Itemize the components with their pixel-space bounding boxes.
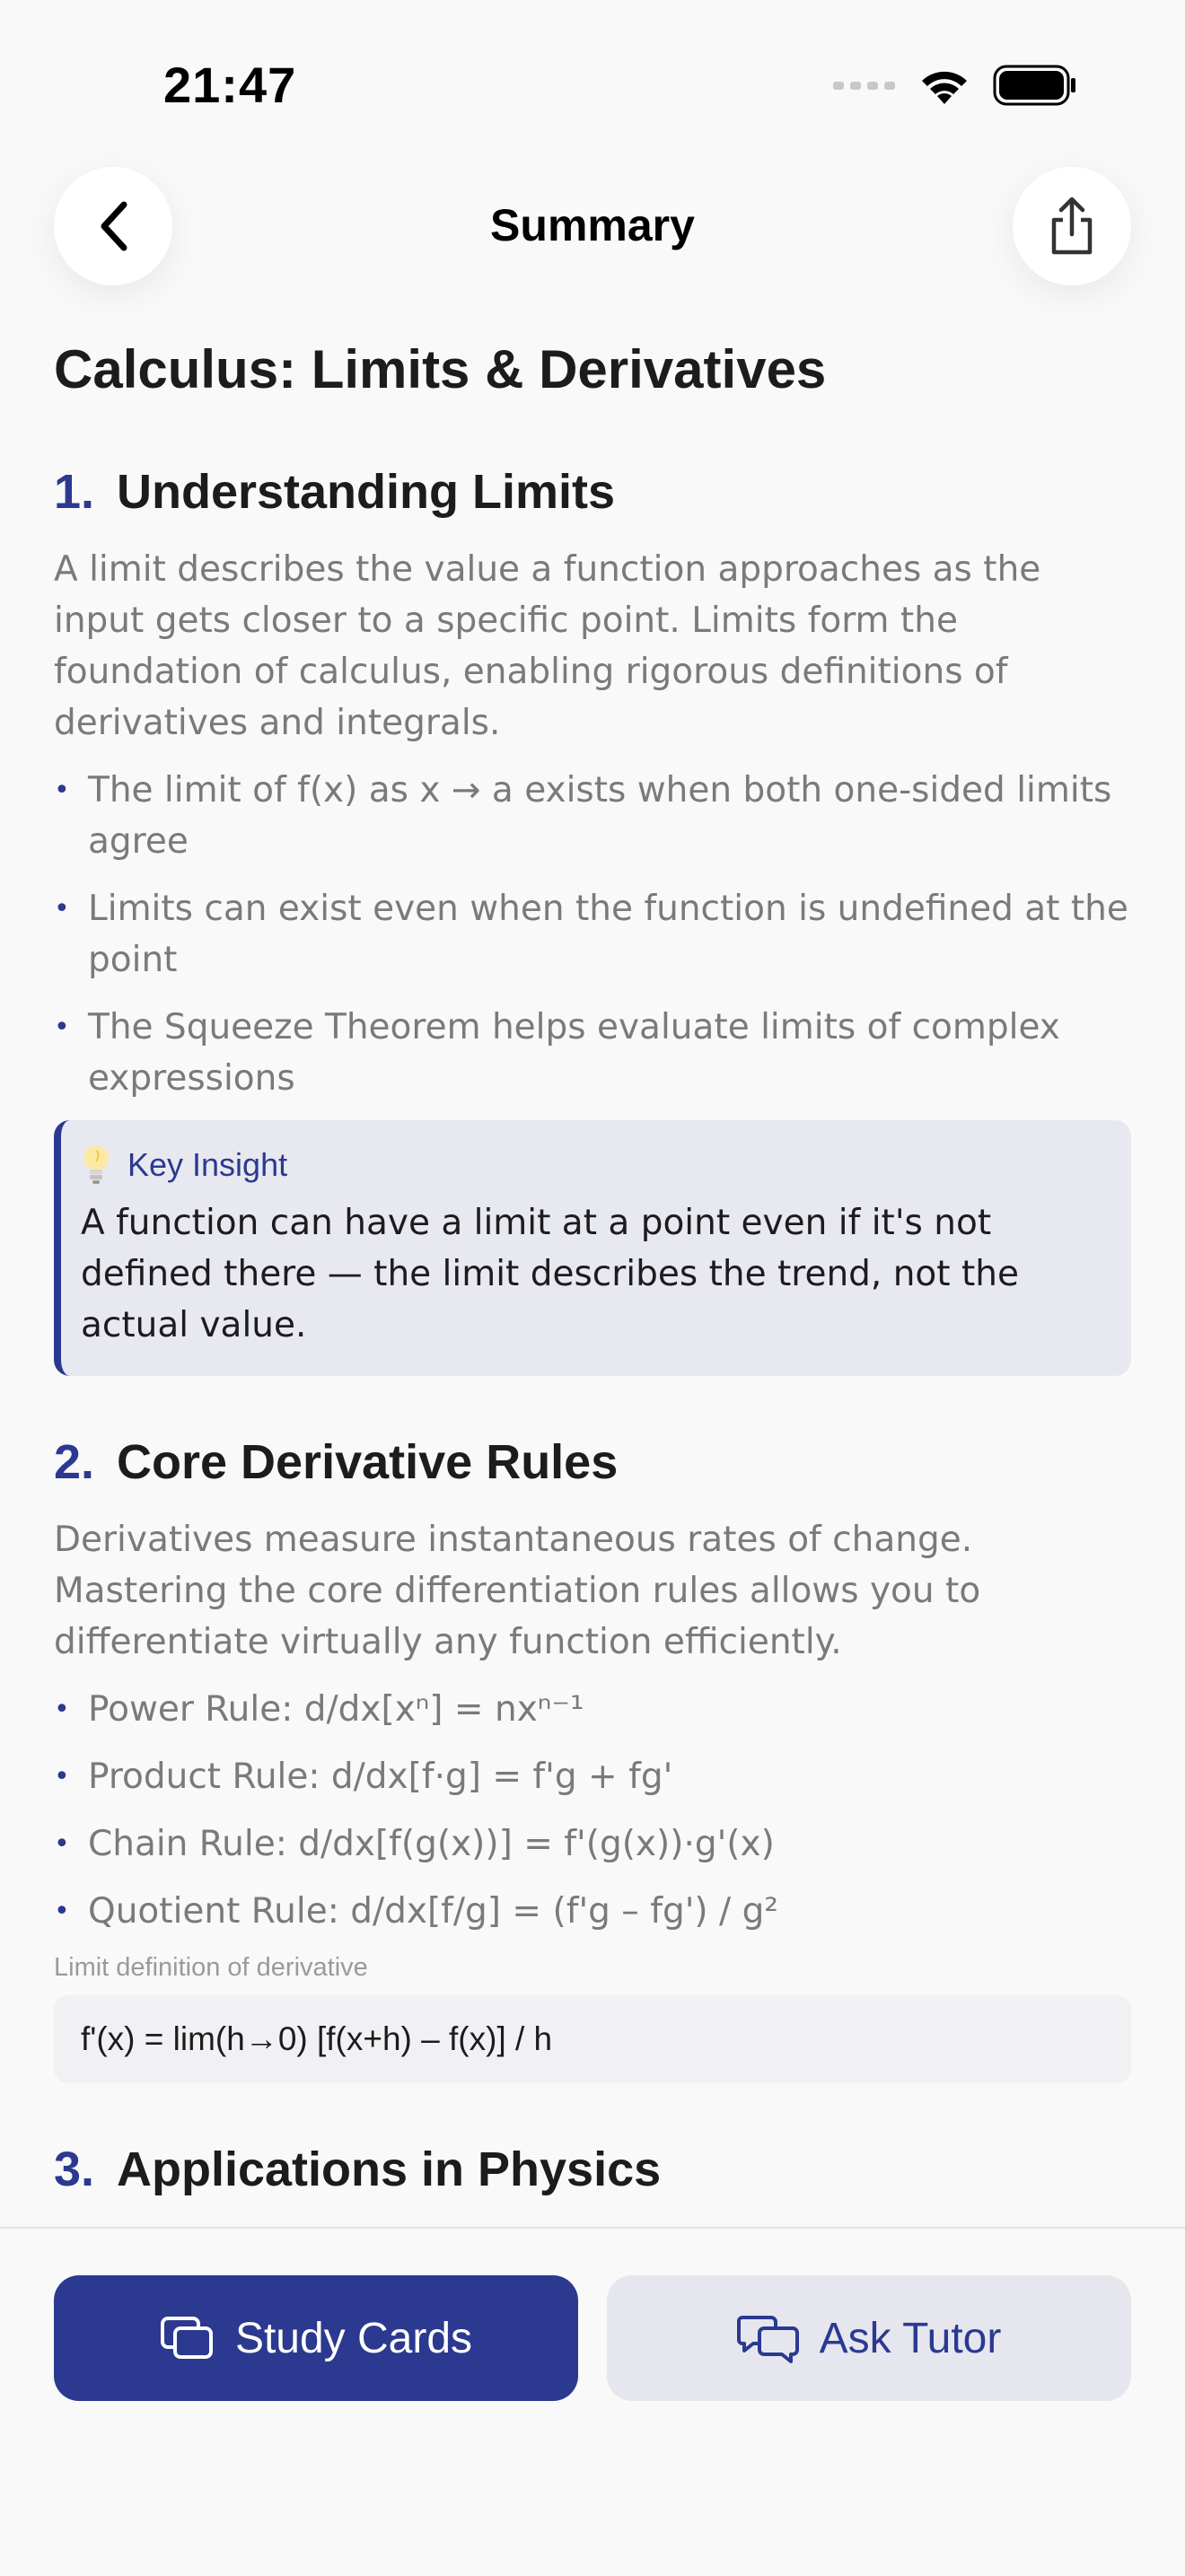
- bullet-text: Product Rule: d/dx[f·g] = f'g + fg': [88, 1757, 673, 1797]
- bullet-list: [54, 765, 1131, 1104]
- insight-label: Key Insight: [127, 1146, 288, 1183]
- study-cards-label: Study Cards: [234, 2314, 473, 2362]
- bullet-dot-icon: •: [54, 1761, 70, 1792]
- bullet-dot-icon: •: [54, 893, 70, 924]
- section-heading: [54, 1430, 1131, 1494]
- list-item: [54, 765, 1131, 867]
- list-item: [54, 1818, 1131, 1870]
- list-item: [54, 1886, 1131, 1937]
- cards-icon: [160, 2315, 215, 2361]
- study-cards-button[interactable]: [54, 2275, 578, 2401]
- battery-icon: [993, 65, 1077, 106]
- bullet-dot-icon: •: [54, 1694, 70, 1725]
- bullet-text: Quotient Rule: d/dx[f/g] = (f'g – fg') / g²: [88, 1891, 778, 1932]
- ask-tutor-label: Ask Tutor: [819, 2314, 1002, 2362]
- nav-title: Summary: [490, 200, 695, 250]
- bullet-dot-icon: •: [54, 1896, 70, 1927]
- section-title: Understanding Limits: [117, 465, 616, 519]
- bullet-dot-icon: •: [54, 1012, 70, 1043]
- section-heading: [54, 460, 1131, 524]
- section-title: Core Derivative Rules: [117, 1435, 619, 1489]
- lightbulb-icon: [81, 1143, 111, 1187]
- insight-header: [81, 1143, 1104, 1187]
- bullet-dot-icon: •: [54, 1828, 70, 1860]
- status-bar: [0, 0, 1185, 171]
- bullet-text: Chain Rule: d/dx[f(g(x))] = f'(g(x))·g'(x): [88, 1824, 775, 1864]
- formula-block: f'(x) = lim(h→0) [f(x+h) – f(x)] / h: [54, 1995, 1131, 2083]
- share-button[interactable]: [1013, 167, 1131, 285]
- section-applications-in-physics: [54, 2137, 1131, 2202]
- list-item: [54, 1002, 1131, 1104]
- section-body: Derivatives measure instantaneous rates of change. Mastering the core differentiation rules allows you to differentiate virtually any function efficiently.: [54, 1520, 981, 1662]
- list-item: [54, 1751, 1131, 1802]
- cellular-signal-icon: [833, 76, 896, 94]
- wifi-icon: [917, 65, 971, 106]
- bullet-text: The Squeeze Theorem helps evaluate limits of complex expressions: [88, 1007, 1060, 1099]
- bullet-text: Limits can exist even when the function is undefined at the point: [88, 889, 1128, 980]
- chat-bubbles-icon: [737, 2312, 800, 2364]
- bullet-list: [54, 1684, 1131, 1937]
- section-body: A limit describes the value a function approaches as the input gets closer to a specific point. Limits form the foundation of calculus, enabling rigorous definitions of derivatives and integrals.: [54, 549, 1041, 743]
- section-title: Applications in Physics: [117, 2142, 662, 2196]
- section-number: 3.: [54, 2142, 95, 2196]
- summary-content[interactable]: [54, 334, 1131, 2228]
- formula-caption: Limit definition of derivative: [54, 1953, 368, 1982]
- ask-tutor-button[interactable]: [607, 2275, 1131, 2401]
- list-item: [54, 883, 1131, 986]
- section-core-derivative-rules: [54, 1430, 1131, 2083]
- key-insight-callout: [54, 1120, 1131, 1376]
- status-icons: [833, 65, 1077, 106]
- document-title: Calculus: Limits & Derivatives: [54, 339, 827, 399]
- bullet-text: The limit of f(x) as x → a exists when both one-sided limits agree: [88, 770, 1112, 862]
- section-number: 1.: [54, 465, 95, 519]
- share-icon: [1045, 195, 1099, 258]
- section-understanding-limits: [54, 460, 1131, 1376]
- bullet-text: Power Rule: d/dx[xⁿ] = nxⁿ⁻¹: [88, 1689, 584, 1730]
- status-time: 21:47: [163, 57, 297, 113]
- list-item: [54, 1684, 1131, 1735]
- section-heading: [54, 2137, 1131, 2202]
- insight-text: A function can have a limit at a point even if it's not defined there — the limit describes the trend, not the actual value.: [81, 1203, 1019, 1345]
- bullet-dot-icon: •: [54, 775, 70, 806]
- bottom-action-bar: [0, 2227, 1185, 2576]
- section-number: 2.: [54, 1435, 95, 1489]
